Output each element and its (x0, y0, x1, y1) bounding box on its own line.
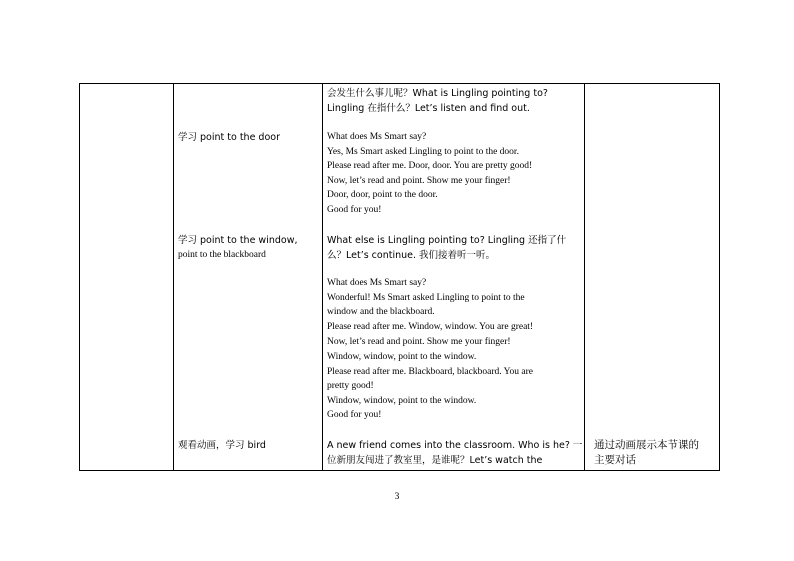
dialogue-line: Good for you! (327, 410, 382, 420)
dialogue-line: 位新朋友闯进了教室里，是谁呢？Let’s watch the (327, 455, 543, 466)
table-row (80, 84, 720, 471)
dialogue-line: pretty good! (327, 381, 374, 391)
activity-point-window-line2: point to the blackboard (178, 250, 266, 260)
dialogue-line: 么？Let’s continue. 我们接着听一听。 (327, 250, 496, 261)
dialogue-line: Please read after me. Window, window. You are great! (327, 322, 534, 332)
dialogue-line: What else is Lingling pointing to? Lingling 还指了什 (327, 235, 567, 246)
column-4-cell (585, 84, 720, 471)
lesson-plan-table (79, 83, 720, 471)
purpose-line1: 通过动画展示本节课的 (594, 439, 699, 451)
dialogue-line: Wonderful! Ms Smart asked Lingling to point to the (327, 293, 525, 303)
dialogue-line: What does Ms Smart say? (327, 278, 427, 288)
column-3-cell (323, 84, 585, 471)
column-1-cell (80, 84, 174, 471)
dialogue-line: Door, door, point to the door. (327, 190, 438, 200)
column-2-cell (174, 84, 323, 471)
dialogue-line: A new friend comes into the classroom. Who is he? 一 (327, 440, 583, 451)
dialogue-line: Now, let’s read and point. Show me your finger! (327, 337, 511, 347)
dialogue-line: Window, window, point to the window. (327, 352, 477, 362)
dialogue-line: Window, window, point to the window. (327, 396, 477, 406)
dialogue-line: Lingling 在指什么？Let’s listen and find out. (327, 103, 530, 114)
dialogue-line: 会发生什么事儿呢？What is Lingling pointing to? (327, 88, 548, 99)
activity-bird: 观看动画，学习 bird (178, 440, 266, 451)
dialogue-line: What does Ms Smart say? (327, 132, 427, 142)
page-number: 3 (394, 492, 400, 502)
purpose-line2: 主要对话 (594, 454, 636, 466)
activity-point-door: 学习 point to the door (178, 132, 280, 143)
activity-point-window-line1: 学习 point to the window, (178, 235, 298, 246)
dialogue-line: Yes, Ms Smart asked Lingling to point to the door. (327, 147, 519, 157)
dialogue-line: Please read after me. Blackboard, blackboard. You are (327, 367, 534, 377)
dialogue-line: Please read after me. Door, door. You are pretty good! (327, 161, 533, 171)
dialogue-line: window and the blackboard. (327, 307, 435, 317)
dialogue-line: Good for you! (327, 205, 382, 215)
dialogue-line: Now, let’s read and point. Show me your finger! (327, 176, 511, 186)
